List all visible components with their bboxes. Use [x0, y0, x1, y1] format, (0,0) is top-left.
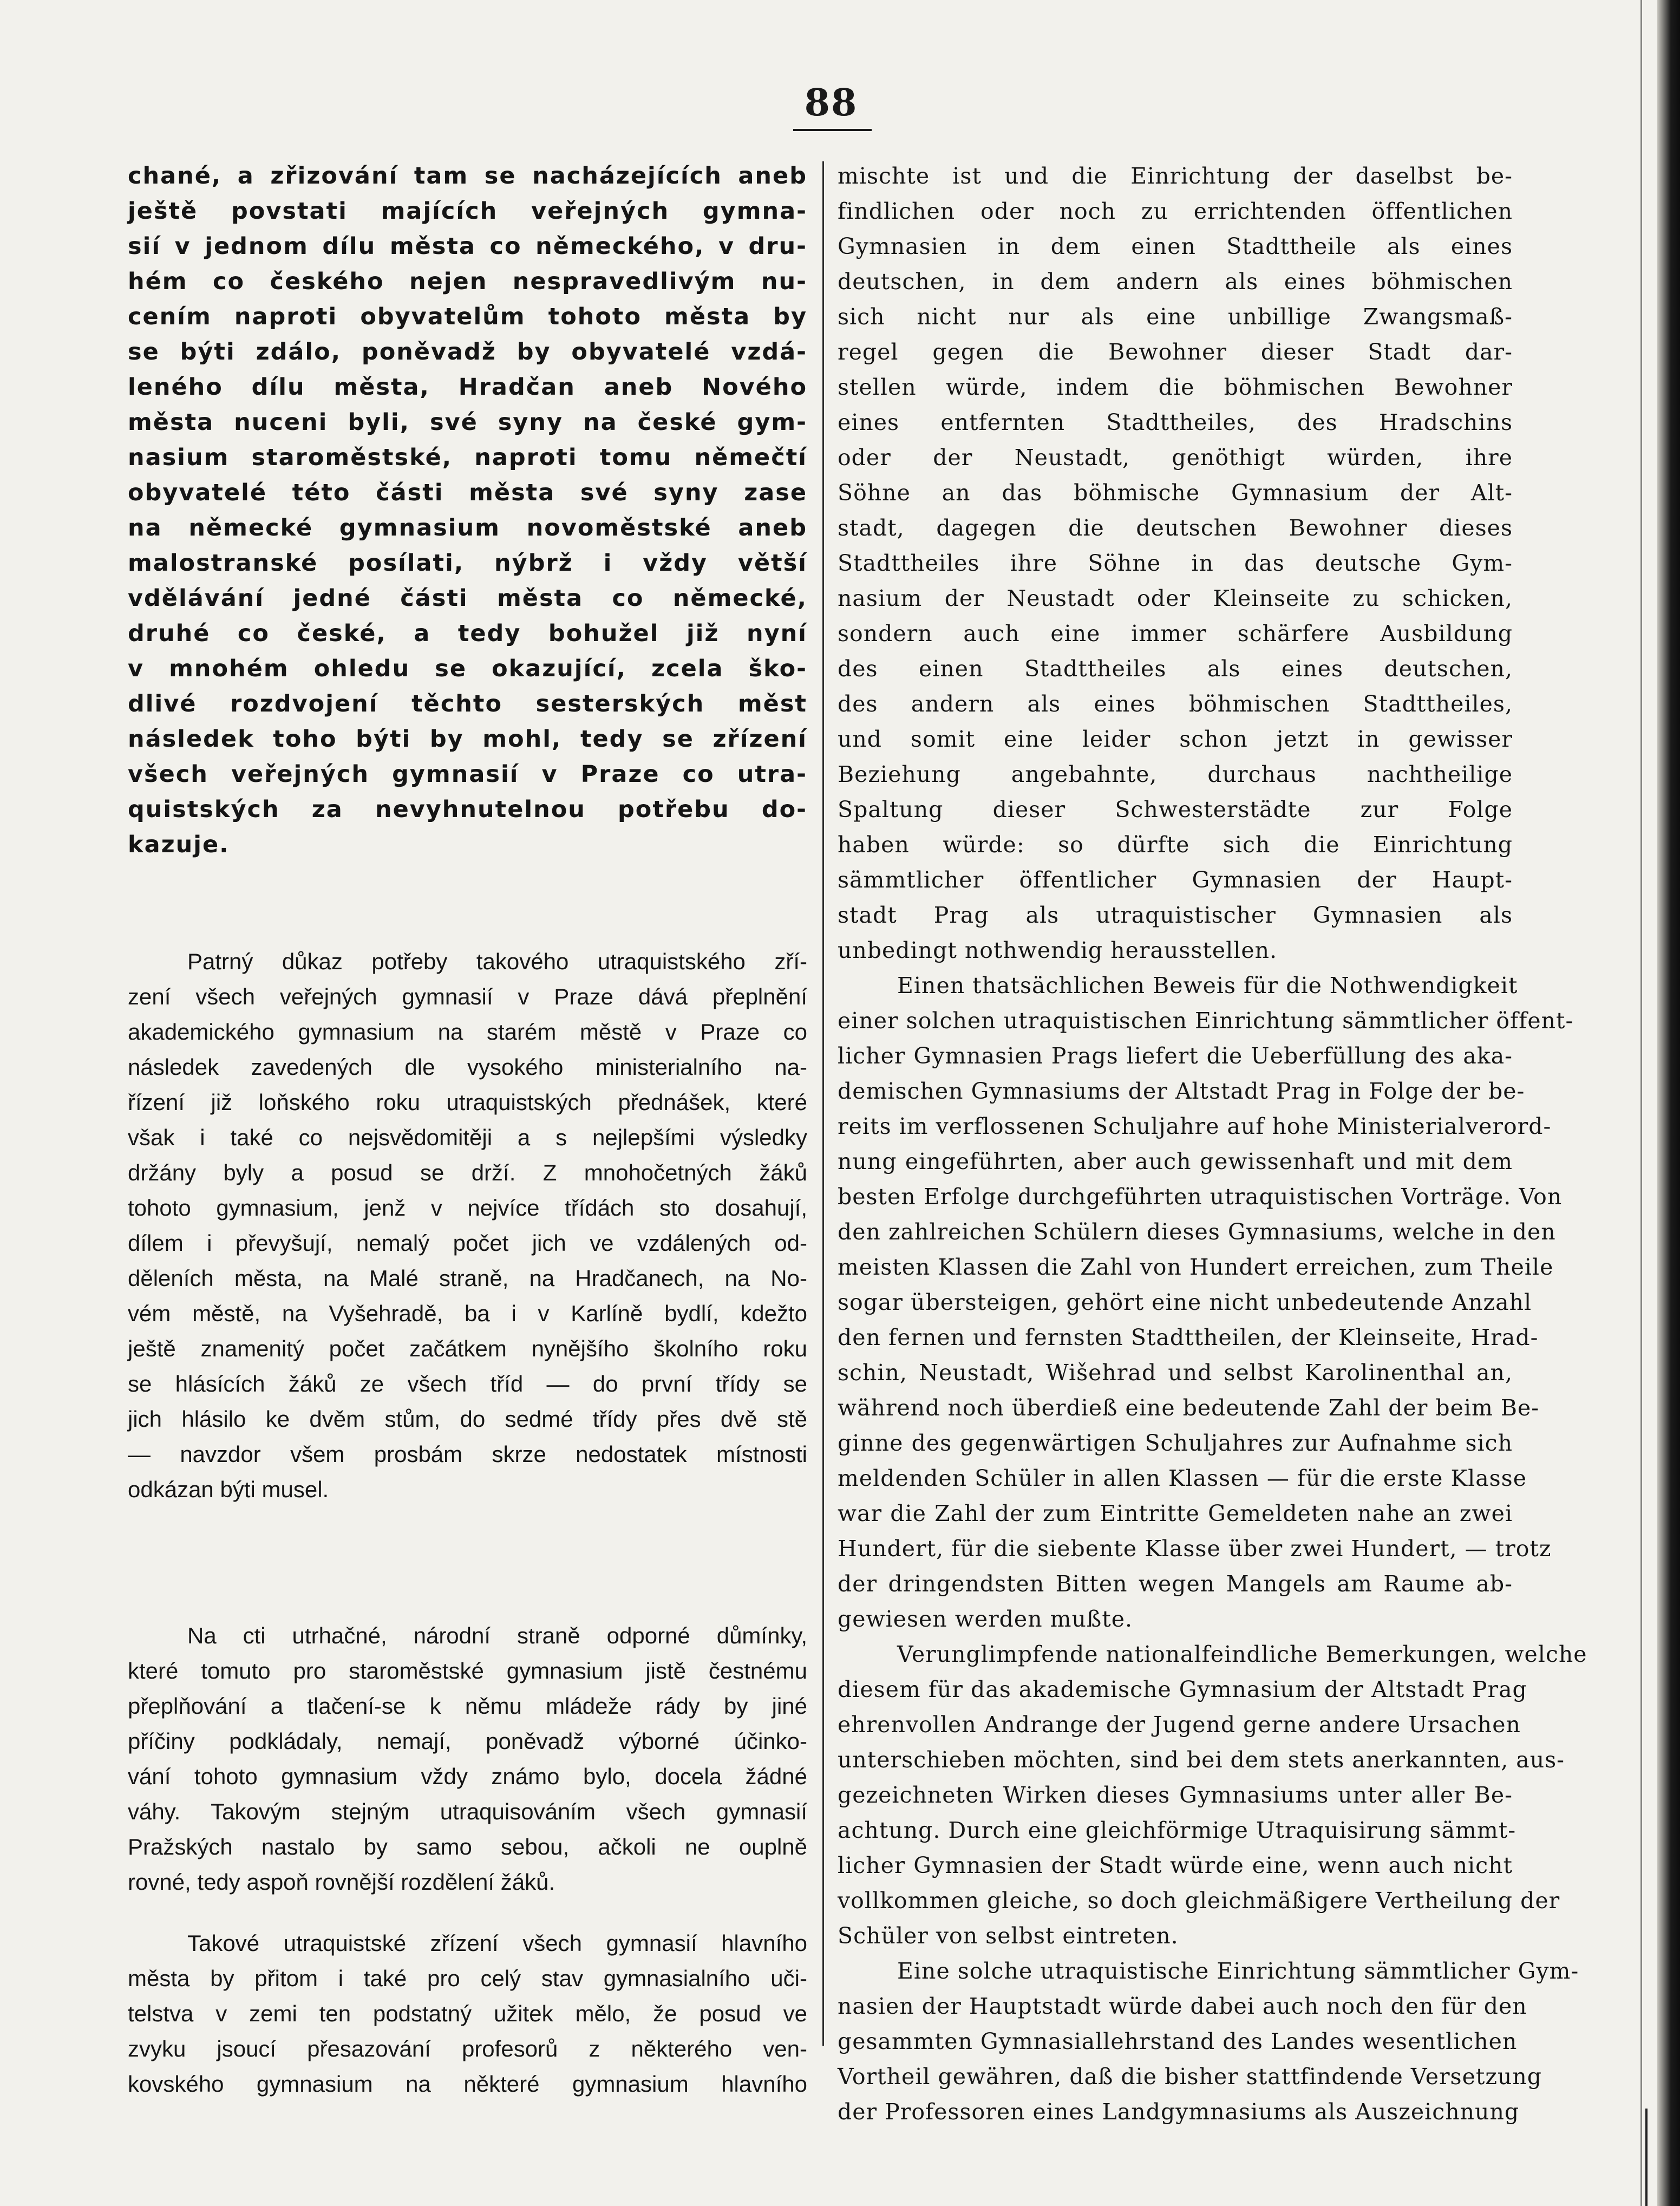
text-line: gezeichneten Wirken dieses Gymnasiums unter aller Be- [838, 1782, 1513, 1808]
text-line: váhy. Takovým stejným utraquisováním všech gymnasií [128, 1799, 807, 1824]
left-column-czech [128, 159, 807, 2101]
text-line: regel gegen die Bewohner dieser Stadt dar- [838, 339, 1513, 365]
text-line: unterschieben möchten, sind bei dem stets anerkannten, aus- [838, 1747, 1565, 1773]
text-line: oder der Neustadt, genöthigt würden, ihre [838, 445, 1513, 471]
text-line: — navzdor všem prosbám skrze nedostatek místnosti [128, 1441, 807, 1467]
text-line: v mnohém ohledu se okazující, zcela ško- [128, 655, 807, 682]
right-paragraph-1 [838, 159, 1513, 968]
text-line: Schüler von selbst eintreten. [838, 1923, 1179, 1949]
text-line: následek toho býti by mohl, tedy se zřízení [128, 726, 807, 753]
text-line: nasien der Hauptstadt würde dabei auch noch den für den [838, 1993, 1527, 2019]
text-line: des andern als eines böhmischen Stadttheiles, [838, 691, 1513, 717]
text-line: řízení již loňského roku utraquistských přednášek, které [128, 1089, 807, 1115]
left-paragraph-1 [128, 159, 807, 863]
text-line: ehrenvollen Andrange der Jugend gerne andere Ursachen [838, 1712, 1521, 1738]
text-line: ještě znamenitý počet začátkem nynějšího školního roku [128, 1336, 807, 1361]
text-line: diesem für das akademische Gymnasium der Altstadt Prag [838, 1676, 1527, 1702]
page-edge-shadow [1657, 0, 1680, 2206]
text-line: war die Zahl der zum Eintritte Gemeldeten nahe an zwei [838, 1500, 1513, 1526]
paragraph-gap [128, 1900, 807, 1926]
text-line: příčiny podkládaly, nemají, poněvadž výborné účinko- [128, 1728, 807, 1754]
text-line: mischte ist und die Einrichtung der daselbst be- [838, 163, 1513, 189]
text-line: chané, a zřizování tam se nacházejících aneb [128, 162, 807, 190]
text-line: nung eingeführten, aber auch gewissenhaft und mit dem [838, 1148, 1513, 1174]
left-paragraph-3 [128, 1618, 807, 1900]
right-paragraph-2 [838, 968, 1574, 1637]
text-line: Pražských nastalo by samo sebou, ačkoli ne ouplně [128, 1834, 807, 1859]
text-line: meisten Klassen die Zahl von Hundert erreichen, zum Theile [838, 1254, 1554, 1280]
text-line: Söhne an das böhmische Gymnasium der Alt- [838, 480, 1513, 506]
text-line: Takové utraquistské zřízení všech gymnasií hlavního [187, 1930, 807, 1956]
text-line: Spaltung dieser Schwesterstädte zur Folge [838, 797, 1513, 823]
text-line: Gymnasien in dem einen Stadttheile als eines [838, 233, 1513, 259]
text-line: demischen Gymnasiums der Altstadt Prag in Folge der be- [838, 1078, 1525, 1104]
text-line: cením naproti obyvatelům tohoto města by [128, 303, 807, 330]
text-line: se býti zdálo, poněvadž by obyvatelé vzdá- [128, 338, 807, 366]
text-line: findlichen oder noch zu errichtenden öffentlichen [838, 198, 1513, 224]
text-line: dílem i převyšují, nemalý počet jich ve vzdálených od- [128, 1230, 807, 1256]
text-line: druhé co české, a tedy bohužel již nyní [128, 620, 807, 647]
text-line: sií v jednom dílu města co německého, v dru- [128, 233, 807, 260]
text-line: sich nicht nur als eine unbillige Zwangsmaß- [838, 304, 1513, 330]
page-edge-line [1640, 0, 1642, 2206]
text-line: haben würde: so dürfte sich die Einrichtung [838, 832, 1513, 858]
left-paragraph-4 [128, 1926, 807, 2101]
text-line: rovné, tedy aspoň rovnější rozdělení žáků. [128, 1869, 555, 1895]
text-line: Einen thatsächlichen Beweis für die Nothwendigkeit [897, 973, 1518, 998]
text-line: sondern auch eine immer schärfere Ausbildung [838, 621, 1513, 647]
text-line: und somit eine leider schon jetzt in gewisser [838, 726, 1513, 752]
text-line: gesammten Gymnasiallehrstand des Landes wesentlichen [838, 2028, 1518, 2054]
text-line: gewiesen werden mußte. [838, 1606, 1133, 1632]
page-number: 88 [804, 81, 858, 125]
text-line: dlivé rozdvojení těchto sesterských měst [128, 690, 807, 717]
text-line: vdělávání jedné části města co německé, [128, 585, 807, 612]
text-line: des einen Stadttheiles als eines deutschen, [838, 656, 1513, 682]
text-line: schin, Neustadt, Wišehrad und selbst Karolinenthal an, [838, 1360, 1513, 1386]
text-line: na německé gymnasium novoměstské aneb [128, 514, 807, 541]
text-line: které tomuto pro staroměstské gymnasium jistě čestnému [128, 1658, 807, 1683]
page-edge-mark [1645, 2109, 1648, 2206]
text-line: licher Gymnasien Prags liefert die Ueberfüllung des aka- [838, 1043, 1513, 1069]
text-line: Stadttheiles ihre Söhne in das deutsche Gym- [838, 550, 1513, 576]
page-number-underline [793, 129, 872, 131]
text-line: vém městě, na Vyšehradě, ba i v Karlíně bydlí, kdežto [128, 1301, 807, 1326]
text-line: unbedingt nothwendig herausstellen. [838, 937, 1278, 963]
text-line: držány byly a posud se drží. Z mnohočetných žáků [128, 1160, 807, 1185]
paragraph-gap [128, 1507, 807, 1618]
text-line: leného dílu města, Hradčan aneb Nového [128, 374, 807, 401]
text-line: den zahlreichen Schülern dieses Gymnasiums, welche in den [838, 1219, 1556, 1245]
column-divider [822, 161, 824, 2046]
text-line: sogar übersteigen, gehört eine nicht unbedeutende Anzahl [838, 1289, 1532, 1315]
paragraph-gap [128, 863, 807, 944]
text-line: zvyku jsoucí přesazování profesorů z některého ven- [128, 2036, 807, 2061]
text-line: Patrný důkaz potřeby takového utraquistského zří- [187, 949, 807, 974]
right-paragraph-3 [838, 1637, 1587, 1954]
text-line: všech veřejných gymnasií v Praze co utra- [128, 761, 807, 788]
text-line: quistských za nevyhnutelnou potřebu do- [128, 796, 807, 823]
text-line: města by přitom i také pro celý stav gymnasialního uči- [128, 1966, 807, 1991]
text-line: einer solchen utraquistischen Einrichtung sämmtlicher öffent- [838, 1008, 1574, 1034]
text-line: malostranské posílati, nýbrž i vždy větší [128, 550, 807, 577]
text-line: hém co českého nejen nespravedlivým nu- [128, 268, 807, 295]
text-line: nasium der Neustadt oder Kleinseite zu schicken, [838, 585, 1513, 611]
text-line: města nuceni byli, své syny na české gym- [128, 409, 807, 436]
text-line: Vortheil gewähren, daß die bisher stattfindende Versetzung [838, 2064, 1542, 2090]
text-line: stellen würde, indem die böhmischen Bewohner [838, 374, 1513, 400]
text-line: Na cti utrhačné, národní straně odporné důmínky, [187, 1623, 807, 1648]
text-line: následek zavedených dle vysokého ministerialního na- [128, 1054, 807, 1080]
text-line: den fernen und fernsten Stadttheilen, der Kleinseite, Hrad- [838, 1324, 1539, 1350]
right-paragraph-4 [838, 1954, 1579, 2130]
text-line: der Professoren eines Landgymnasiums als Auszeichnung [838, 2099, 1520, 2125]
text-line: deutschen, in dem andern als eines böhmischen [838, 269, 1513, 295]
text-line: stadt Prag als utraquistischer Gymnasien als [838, 902, 1513, 928]
text-line: vollkommen gleiche, so doch gleichmäßigere Vertheilung der [838, 1888, 1560, 1914]
text-line: však i také co nejsvědomitěji a s nejlepšími výsledky [128, 1125, 807, 1150]
text-line: während noch überdieß eine bedeutende Zahl der beim Be- [838, 1395, 1540, 1421]
text-line: reits im verflossenen Schuljahre auf hohe Ministerialverord- [838, 1113, 1552, 1139]
text-line: se hlásících žáků ze všech tříd — do první třídy se [128, 1371, 807, 1396]
text-line: licher Gymnasien der Stadt würde eine, wenn auch nicht [838, 1852, 1513, 1878]
text-line: Beziehung angebahnte, durchaus nachtheilige [838, 761, 1513, 787]
text-line: nasium staroměstské, naproti tomu němečtí [128, 444, 807, 471]
text-line: odkázan býti musel. [128, 1477, 329, 1502]
text-line: meldenden Schüler in allen Klassen — für die erste Klasse [838, 1465, 1527, 1491]
text-line: der dringendsten Bitten wegen Mangels am Raume ab- [838, 1571, 1513, 1597]
text-line: Eine solche utraquistische Einrichtung sämmtlicher Gym- [897, 1958, 1579, 1984]
text-line: ginne des gegenwärtigen Schuljahres zur Aufnahme sich [838, 1430, 1513, 1456]
text-line: vání tohoto gymnasium vždy známo bylo, docela žádné [128, 1764, 807, 1789]
text-line: zení všech veřejných gymnasií v Praze dává přeplnění [128, 984, 807, 1009]
text-line: Verunglimpfende nationalfeindliche Bemerkungen, welche [897, 1641, 1587, 1667]
text-line: Hundert, für die siebente Klasse über zwei Hundert, — trotz [838, 1536, 1552, 1562]
text-line: besten Erfolge durchgeführten utraquistischen Vorträge. Von [838, 1184, 1563, 1210]
text-line: stadt, dagegen die deutschen Bewohner dieses [838, 515, 1513, 541]
text-line: achtung. Durch eine gleichförmige Utraquisirung sämmt- [838, 1817, 1516, 1843]
left-paragraph-2 [128, 944, 807, 1507]
text-line: ještě povstati majících veřejných gymna- [128, 198, 807, 225]
text-line: tohoto gymnasium, jenž v nejvíce třídách sto dosahují, [128, 1195, 807, 1221]
text-line: kovského gymnasium na některé gymnasium hlavního [128, 2071, 807, 2097]
text-line: sämmtlicher öffentlicher Gymnasien der Haupt- [838, 867, 1513, 893]
text-line: akademického gymnasium na starém městě v Praze co [128, 1019, 807, 1045]
text-line: kazuje. [128, 831, 230, 858]
text-line: telstva v zemi ten podstatný užitek mělo, že posud ve [128, 2001, 807, 2026]
text-line: děleních města, na Malé straně, na Hradčanech, na No- [128, 1265, 807, 1291]
text-line: přeplňování a tlačení-se k němu mládeže rády by jiné [128, 1693, 807, 1719]
text-line: obyvatelé této části města své syny zase [128, 479, 807, 506]
text-line: eines entfernten Stadttheiles, des Hradschins [838, 409, 1513, 435]
right-column-german [838, 159, 1587, 2130]
text-line: jich hlásilo ke dvěm stům, do sedmé třídy přes dvě stě [128, 1406, 807, 1432]
